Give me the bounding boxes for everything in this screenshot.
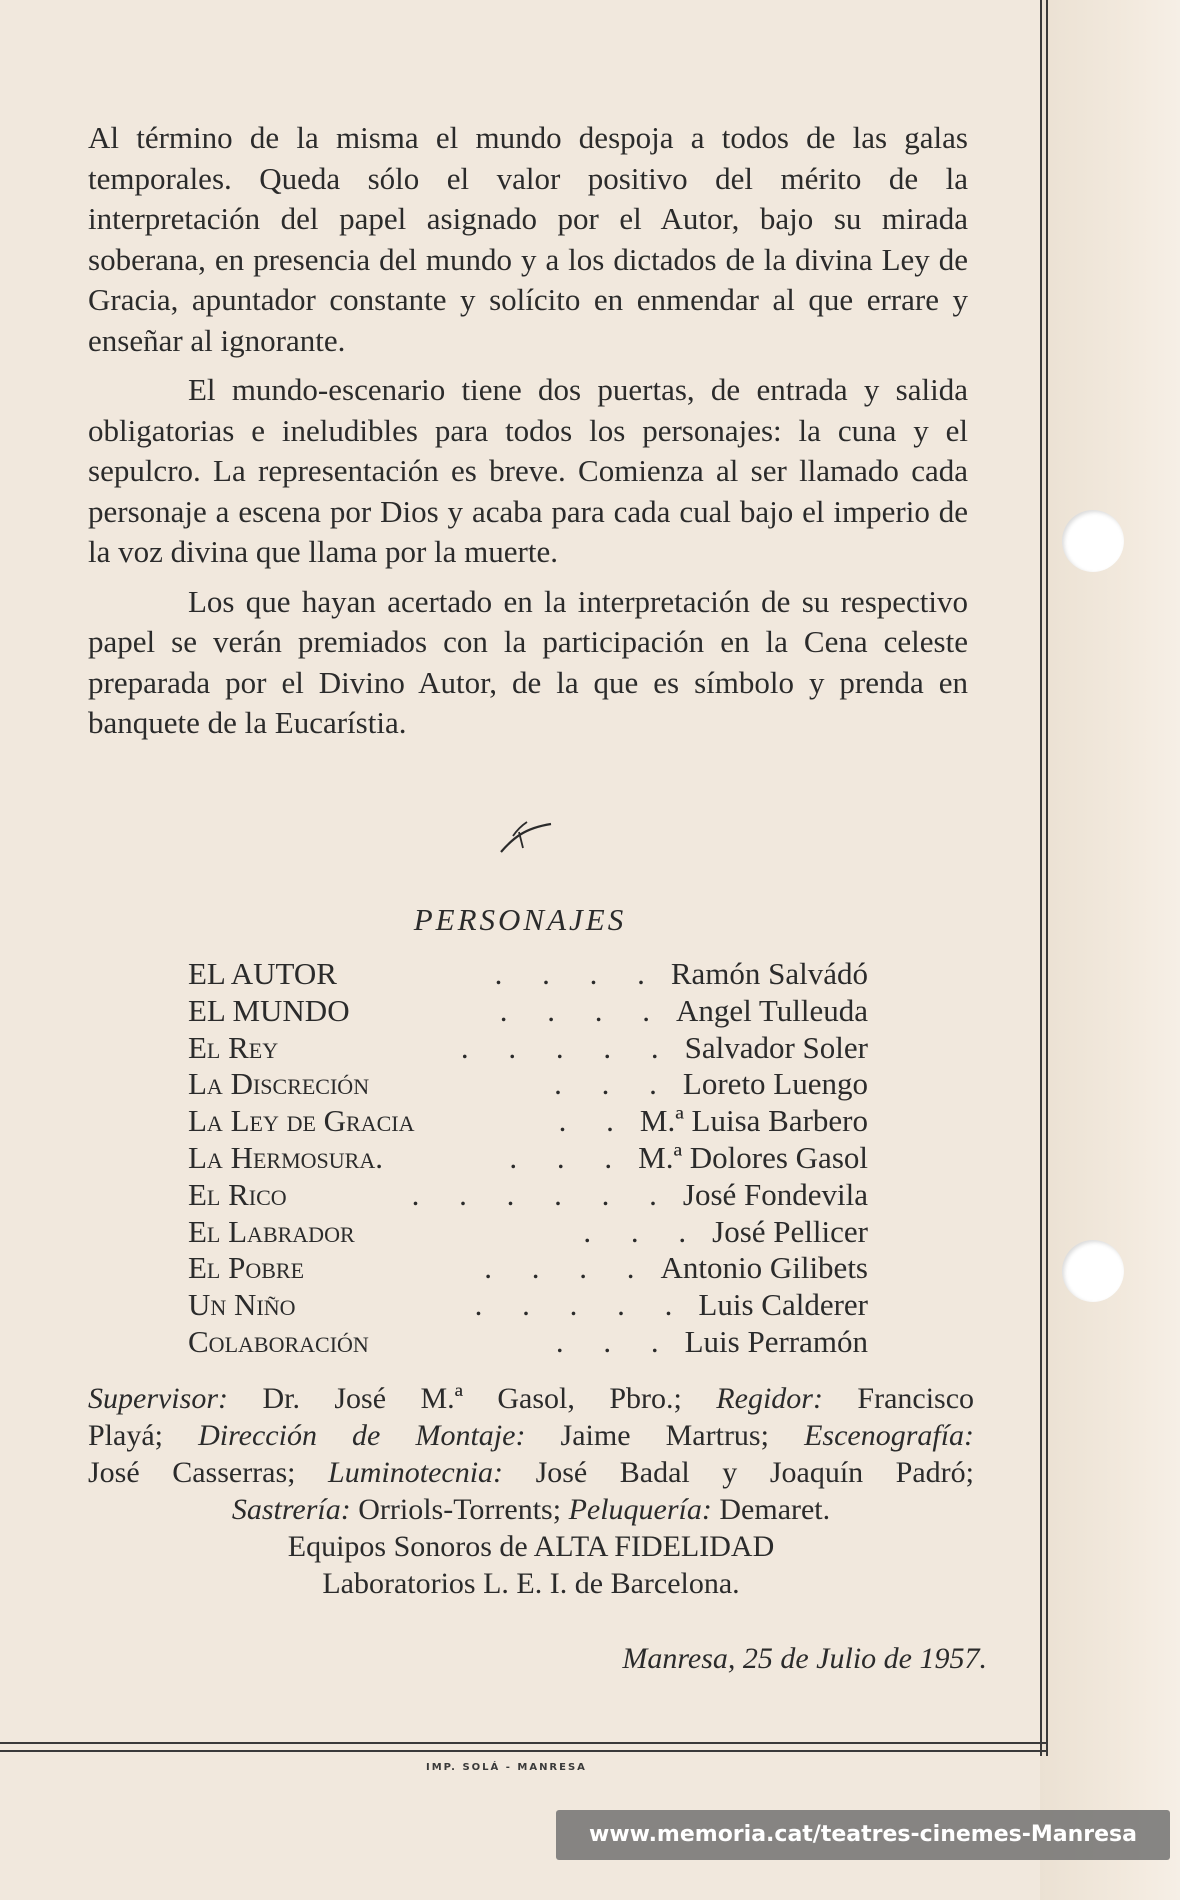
- credit-label: Escenografía:: [804, 1419, 975, 1452]
- leader-dots: . . .: [555, 1323, 675, 1359]
- actor-name: Loreto Luengo: [682, 1066, 868, 1102]
- actor-name: José Pellicer: [712, 1213, 868, 1249]
- credit-value: José Badal y Joaquín Padró;: [535, 1456, 975, 1489]
- credits-line: [88, 1417, 974, 1454]
- actor-name: M.ª Dolores Gasol: [638, 1139, 868, 1175]
- border-line-vertical: [1040, 0, 1042, 1756]
- credit-label: Dirección de Montaje:: [198, 1419, 526, 1452]
- credit-label: Luminotecnia:: [328, 1456, 504, 1489]
- border-line-horizontal: [0, 1742, 1048, 1744]
- credit-label: Supervisor:: [88, 1382, 228, 1415]
- actor-name: Angel Tulleuda: [675, 992, 868, 1028]
- actor-name: Ramón Salvádó: [670, 956, 868, 991]
- credit-value: Francisco: [857, 1382, 975, 1415]
- watermark: www.memoria.cat/teatres-cinemes-Manresa: [556, 1810, 1170, 1860]
- credits-line: [88, 1380, 974, 1417]
- cast-row: [188, 1214, 868, 1251]
- cast-row: [188, 1030, 868, 1067]
- cast-row: [188, 1250, 868, 1287]
- leader-dots: . . . . .: [474, 1287, 689, 1323]
- role-name: La Hermosura.: [188, 1139, 383, 1175]
- leader-dots: . . . .: [484, 1250, 651, 1286]
- body-text: [88, 118, 968, 753]
- credit-value: Dr. José M.ª Gasol, Pbro.;: [262, 1382, 682, 1415]
- cast-row: [188, 1177, 868, 1214]
- punch-hole: [1062, 510, 1124, 572]
- dateline: Manresa, 25 de Julio de 1957.: [622, 1642, 987, 1675]
- leader-dots: . . .: [583, 1213, 703, 1249]
- leader-dots: . .: [558, 1103, 630, 1139]
- paragraph: Al término de la misma el mundo despoja a todos de las galas temporales. Queda sólo el valor positivo del mérito de la interpretación del papel asignado por el Autor, bajo su mirada soberana, en presencia del mundo y a los dictados de la divina Ley de Gracia, apuntador constante y solícito en enmendar al que errare y enseñar al ignorante.: [88, 120, 968, 358]
- actor-name: Luis Calderer: [698, 1287, 868, 1323]
- actor-name: José Fondevila: [682, 1176, 868, 1212]
- leader-dots: . . . .: [499, 992, 666, 1028]
- credits: [88, 1380, 974, 1602]
- border-line-vertical: [1046, 0, 1048, 1756]
- role-name: El Rico: [188, 1176, 287, 1212]
- credit-value: Demaret.: [719, 1493, 831, 1526]
- credit-value: Playá;: [88, 1419, 163, 1452]
- actor-name: Luis Perramón: [684, 1323, 868, 1359]
- border-line-horizontal: [0, 1750, 1048, 1752]
- lab-credit: Laboratorios L. E. I. de Barcelona.: [322, 1567, 740, 1600]
- role-name: El Pobre: [188, 1250, 305, 1286]
- credit-label: Peluquería:: [568, 1493, 712, 1526]
- credits-line: [88, 1454, 974, 1491]
- credit-label: Sastrería:: [231, 1493, 351, 1526]
- role-name: EL MUNDO: [188, 992, 350, 1028]
- leader-dots: . . . .: [494, 956, 661, 991]
- cast-row: [188, 1287, 868, 1324]
- actor-name: Salvador Soler: [684, 1029, 868, 1065]
- role-name: La Discreción: [188, 1066, 370, 1102]
- cast-heading: PERSONAJES: [413, 902, 627, 937]
- leader-dots: . . .: [509, 1139, 629, 1175]
- punch-hole: [1062, 1240, 1124, 1302]
- credit-value: Jaime Martrus;: [560, 1419, 769, 1452]
- leader-dots: . . . . .: [460, 1029, 675, 1065]
- credit-label: Regidor:: [716, 1382, 823, 1415]
- role-name: EL AUTOR: [188, 956, 337, 991]
- cast-list: [188, 956, 868, 1361]
- credits-line: [88, 1491, 974, 1528]
- cast-row: [188, 1103, 868, 1140]
- role-name: Un Niño: [188, 1287, 296, 1323]
- cast-row: [188, 1140, 868, 1177]
- role-name: La Ley de Gracia: [188, 1103, 415, 1139]
- leader-dots: . . . . . .: [411, 1176, 673, 1212]
- paper-edge: [1040, 0, 1180, 1900]
- cast-row: [188, 1324, 868, 1361]
- ornament-icon: [497, 812, 557, 857]
- role-name: Colaboración: [188, 1323, 369, 1359]
- paragraph: El mundo-escenario tiene dos puertas, de entrada y salida obligatorias e ineludibles para todos los personajes: la cuna y el sepulcro. La representación es breve. Comienza al ser llamado cada personaje a escena por Dios y acaba para cada cual bajo el imperio de la voz divina que llama por la muerte.: [88, 372, 968, 569]
- role-name: El Labrador: [188, 1213, 355, 1249]
- actor-name: M.ª Luisa Barbero: [639, 1103, 868, 1139]
- actor-name: Antonio Gilibets: [660, 1250, 868, 1286]
- printer-imprint: IMP. SOLÁ - MANRESA: [426, 1762, 587, 1773]
- cast-row: [188, 993, 868, 1030]
- credit-value: Orriols-Torrents;: [358, 1493, 562, 1526]
- role-name: El Rey: [188, 1029, 279, 1065]
- cast-row: [188, 956, 868, 993]
- sound-credit: Equipos Sonoros de ALTA FIDELIDAD: [287, 1530, 775, 1563]
- leader-dots: . . .: [554, 1066, 673, 1102]
- credit-value: José Casserras;: [88, 1456, 296, 1489]
- paragraph: Los que hayan acertado en la interpretación de su respectivo papel se verán premiados con la participación en la Cena celeste preparada por el Divino Autor, de la que es símbolo y prenda en banquete de la Eucarístia.: [88, 583, 968, 740]
- cast-row: [188, 1066, 868, 1103]
